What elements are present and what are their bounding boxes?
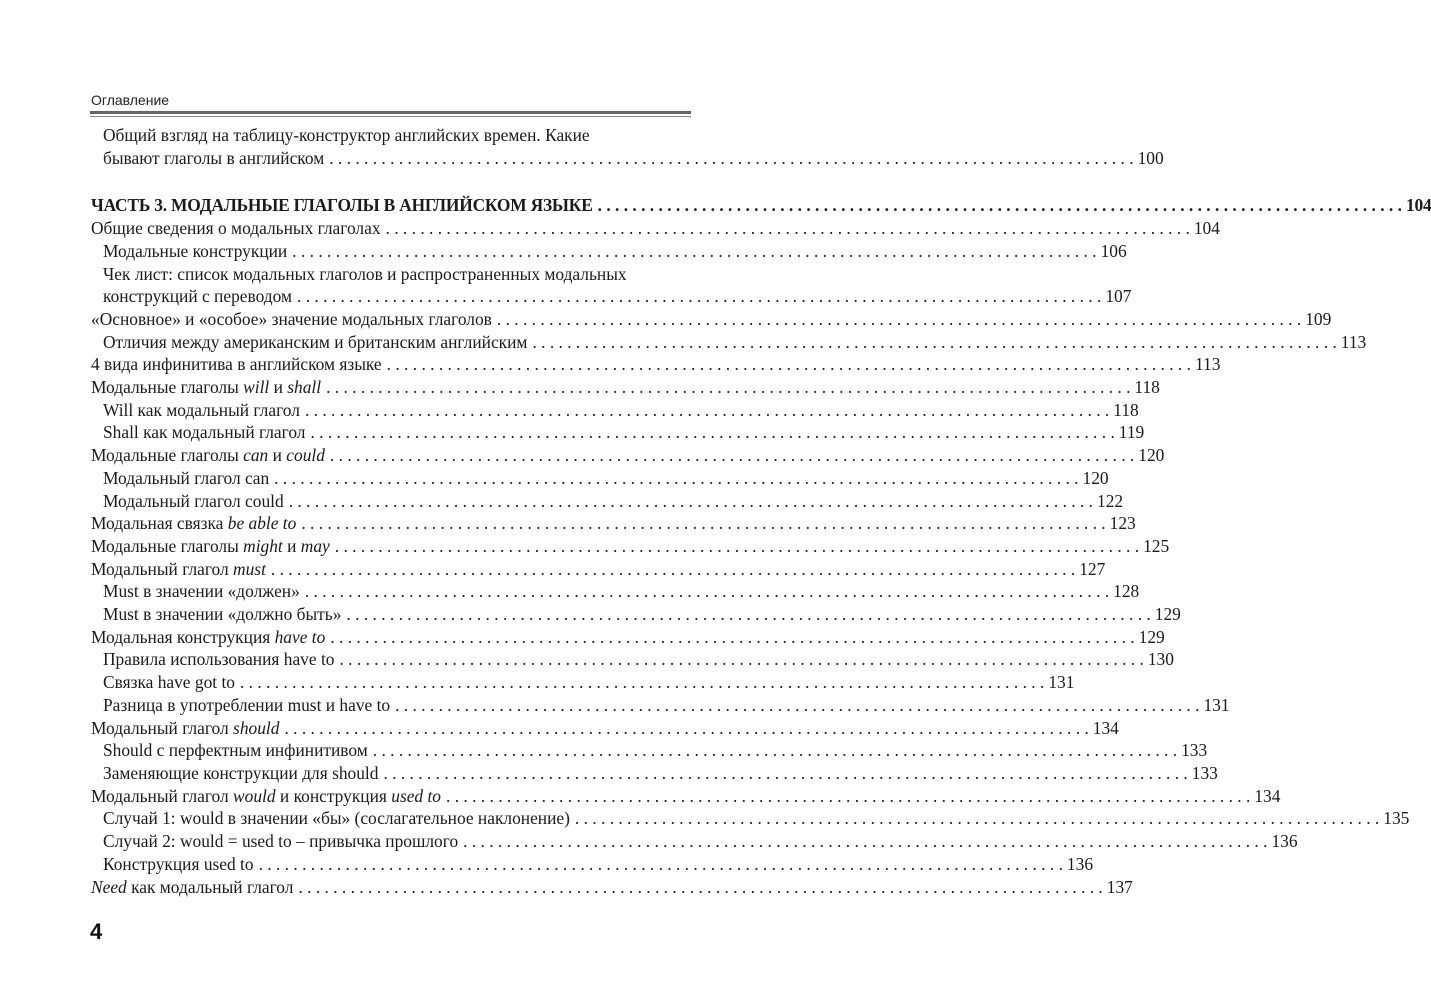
toc-page-number: 113 [1194, 354, 1221, 375]
toc-page-number: 104 [1193, 218, 1220, 239]
dot-leader [330, 444, 1134, 467]
toc-entry-title: Shall как модальный глагол [103, 422, 306, 443]
toc-entry-title: конструкций с переводом [103, 286, 292, 307]
toc-entry-title: «Основное» и «особое» значение модальных глаголов [91, 308, 492, 329]
toc-entry-title: Must в значении «должно быть» [103, 604, 342, 625]
toc-page-number: 130 [1147, 649, 1174, 670]
dot-leader [373, 739, 1177, 762]
toc-entry [91, 353, 1221, 376]
toc-page-number: 100 [1137, 147, 1164, 168]
toc-entry-title: Модальные глаголы can и could [91, 445, 325, 466]
dot-leader [575, 807, 1379, 830]
toc-page-number: 107 [1105, 286, 1132, 307]
toc-page-number: 120 [1082, 467, 1109, 488]
toc-entry-title: Модальная связка be able to [91, 513, 297, 534]
toc-entry [91, 739, 1208, 762]
toc-entry-title-line: Чек лист: список модальных глаголов и распространенных модальных [103, 263, 627, 284]
toc-entry [91, 444, 1165, 467]
running-head: Оглавление [91, 92, 170, 108]
toc-page-number: 123 [1109, 513, 1136, 534]
toc-entry-title: Модальный глагол could [103, 490, 284, 511]
toc-entry-title-line: Общий взгляд на таблицу-конструктор английских времен. Какие [103, 125, 590, 145]
toc-entry [91, 376, 1160, 399]
dot-leader [346, 603, 1150, 626]
toc-entry-title: Правила использования have to [103, 649, 335, 670]
toc-entry-title: Should с перфектным инфинитивом [103, 740, 368, 761]
toc-entry-title: Модальный глагол must [91, 558, 266, 579]
toc-entry [91, 626, 1165, 649]
toc-entry [91, 785, 1281, 808]
dot-leader [305, 399, 1109, 422]
toc-entry [91, 124, 1164, 169]
toc-entry [91, 331, 1367, 354]
toc-page-number: 129 [1154, 604, 1181, 625]
toc-entry-title: Отличия между американским и британским английским [103, 331, 528, 352]
header-rule-thin [90, 116, 691, 117]
dot-leader [386, 217, 1190, 240]
toc-entry [91, 308, 1332, 331]
toc-page-number: 136 [1271, 831, 1298, 852]
toc-page-number: 131 [1203, 694, 1230, 715]
toc-page-number: 134 [1092, 717, 1119, 738]
dot-leader [326, 376, 1130, 399]
dot-leader [240, 671, 1044, 694]
page-number: 4 [90, 919, 103, 944]
toc-page-number: 133 [1181, 740, 1208, 761]
toc-entry-title: Need как модальный глагол [91, 876, 294, 897]
toc-entry [91, 648, 1174, 671]
toc-entry [91, 399, 1139, 422]
dot-leader [297, 285, 1101, 308]
toc-page-number: 128 [1113, 581, 1140, 602]
toc-page-number: 119 [1118, 422, 1145, 443]
toc-page-number: 127 [1079, 558, 1106, 579]
toc-entry [91, 263, 1132, 308]
toc-entry [91, 467, 1109, 490]
toc-entry-title: Модальный глагол would и конструкция used to [91, 785, 442, 806]
toc-entry-title: Случай 1: would в значении «бы» (сослагательное наклонение) [103, 808, 570, 829]
toc-entry [91, 717, 1119, 740]
toc-entry [91, 807, 1410, 830]
dot-leader [271, 558, 1075, 581]
toc-entry-title: Общие сведения о модальных глаголах [91, 218, 381, 239]
toc-entry-title: Модальный глагол should [91, 717, 280, 738]
toc-entry [91, 603, 1181, 626]
toc-entry [91, 535, 1170, 558]
toc-page-number: 135 [1383, 808, 1410, 829]
toc-page-number: 133 [1191, 762, 1218, 783]
toc-entry [91, 217, 1220, 240]
toc-entry [91, 240, 1127, 263]
toc-page-number: 125 [1143, 535, 1170, 556]
toc-entry-title: Модальные глаголы will и shall [91, 377, 322, 398]
dot-leader [305, 580, 1109, 603]
dot-leader [329, 147, 1133, 170]
toc-entry [91, 876, 1133, 899]
dot-leader [532, 331, 1336, 354]
toc-page-number: 113 [1340, 331, 1367, 352]
toc-entry [91, 694, 1230, 717]
dot-leader [284, 717, 1088, 740]
toc-entry [91, 853, 1094, 876]
toc-entry-title: Модальные конструкции [103, 240, 288, 261]
dot-leader [598, 194, 1402, 217]
header-rule-thick [90, 111, 691, 114]
toc-page-number: 131 [1048, 672, 1075, 693]
dot-leader [301, 512, 1105, 535]
toc-entry [91, 512, 1136, 535]
toc-part-heading [91, 194, 1431, 217]
toc-page-number: 137 [1106, 876, 1133, 897]
toc-entry [91, 580, 1140, 603]
toc-page-number: 134 [1254, 785, 1281, 806]
toc-entry-title: Модальная конструкция have to [91, 626, 326, 647]
toc-entry-title: Связка have got to [103, 672, 235, 693]
toc-entry [91, 490, 1124, 513]
dot-leader [463, 830, 1267, 853]
dot-leader [339, 648, 1143, 671]
toc-entry-title: Случай 2: would = used to – привычка прошлого [103, 831, 459, 852]
toc-page-number: 122 [1097, 490, 1124, 511]
dot-leader [259, 853, 1063, 876]
toc-entry-title: Модальные глаголы might и may [91, 535, 330, 556]
dot-leader [292, 240, 1096, 263]
toc-page-number: 109 [1305, 308, 1332, 329]
toc-page-number: 106 [1100, 240, 1127, 261]
toc-entry-title: Разница в употреблении must и have to [103, 694, 391, 715]
toc-entry-title: Will как модальный глагол [103, 399, 300, 420]
toc-page-number: 136 [1066, 853, 1094, 874]
toc-entry-title: Заменяющие конструкции для should [103, 762, 379, 783]
toc-entry-title: Модальный глагол can [103, 467, 270, 488]
dot-leader [274, 467, 1078, 490]
dot-leader [330, 626, 1134, 649]
toc-entry-title: бывают глаголы в английском [103, 147, 325, 168]
toc-entry [91, 671, 1075, 694]
toc-page-number: 120 [1138, 445, 1165, 466]
toc-entry-title: Must в значении «должен» [103, 581, 300, 602]
dot-leader [298, 876, 1102, 899]
toc-page-number: 129 [1138, 626, 1165, 647]
dot-leader [446, 785, 1250, 808]
toc-entry-title: ЧАСТЬ 3. МОДАЛЬНЫЕ ГЛАГОЛЫ В АНГЛИЙСКОМ ЯЗЫКЕ [91, 195, 593, 216]
toc-entry [91, 558, 1106, 581]
toc-page-number: 104 [1405, 195, 1431, 216]
dot-leader [289, 490, 1093, 513]
dot-leader [387, 353, 1191, 376]
toc-page-number: 118 [1134, 377, 1160, 398]
toc-entry-title: 4 вида инфинитива в английском языке [91, 354, 382, 375]
dot-leader [383, 762, 1187, 785]
dot-leader [335, 535, 1139, 558]
toc-page-number: 118 [1113, 399, 1139, 420]
toc-entry [91, 421, 1145, 444]
toc-entry [91, 830, 1298, 853]
dot-leader [497, 308, 1301, 331]
dot-leader [310, 421, 1114, 444]
table-of-contents [91, 124, 1431, 898]
toc-entry-title: Конструкция used to [103, 853, 254, 874]
toc-entry [91, 762, 1218, 785]
dot-leader [395, 694, 1199, 717]
